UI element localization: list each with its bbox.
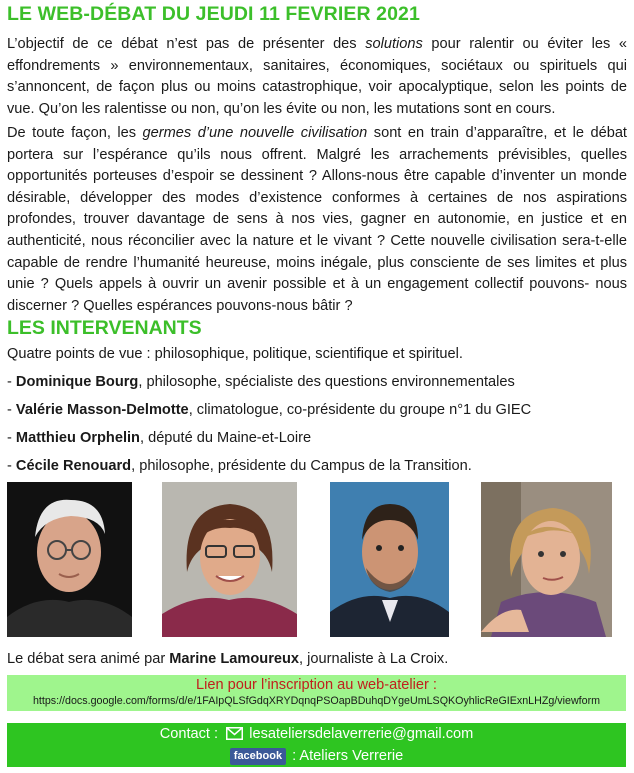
facebook-logo-icon[interactable]: facebook bbox=[230, 748, 286, 765]
facebook-page-name[interactable]: : Ateliers Verrerie bbox=[292, 748, 404, 764]
speaker-item: - Cécile Renouard, philosophe, présidente du Campus de la Transition. bbox=[7, 458, 472, 474]
speaker-item: - Dominique Bourg, philosophe, spécialiste des questions environnementales bbox=[7, 374, 515, 390]
speaker-item: - Matthieu Orphelin, député du Maine-et-Loire bbox=[7, 430, 312, 446]
intro-paragraph-2: De toute façon, les germes d’une nouvelle civilisation sont en train d’apparaître, et le débat portera sur l’espérance qu’ils nous offrent. Malgré les arrachements prévisibles, quelles opportunités porteuses d’espoir se dessinent ? Allons-nous être capable d’inventer un monde désirable, développer des modes d’existence conformes à certaines de nos aspirations profondes, trouver davantage de sens à nos vies, gagner en autonomie, en justice et en authenticité, nous réconcilier avec la nature et le vivant ? Cette nouvelle civilisation sera-t-elle capable de rendre l’humanité heureuse, moins inégale, plus consciente de ses limites et plus unie ? Quels appels à ouvrir un avenir possible et à un engagement collectif pouvons- nous discerner ? Quelles espérances pouvons-nous bâtir ? bbox=[7, 125, 627, 314]
speakers-heading: LES INTERVENANTS bbox=[7, 317, 202, 339]
envelope-icon bbox=[226, 725, 243, 747]
speakers-intro: Quatre points de vue : philosophique, politique, scientifique et spirituel. bbox=[7, 346, 463, 362]
contact-label: Contact : bbox=[159, 726, 219, 742]
intro-paragraph-1: L’objectif de ce débat n’est pas de présenter des solutions pour ralentir ou éviter les « effondrements » environnementaux, sanitaires, économiques, sociétaux ou spirituels qui s’annoncent, de façon plus ou moins catastrophique, voir apocalyptique, selon les points de vue. Qu’on les ralentisse ou non, qu’on les évite ou non, les mutations sont en cours. bbox=[7, 36, 627, 117]
signup-box bbox=[7, 675, 626, 711]
signup-title: Lien pour l’inscription au web-atelier : bbox=[196, 677, 437, 693]
page-title: LE WEB-DÉBAT DU JEUDI 11 FEVRIER 2021 bbox=[7, 3, 420, 25]
speaker-item: - Valérie Masson-Delmotte, climatologue, co-présidente du groupe n°1 du GIEC bbox=[7, 402, 532, 418]
moderator-line: Le débat sera animé par Marine Lamoureux, journaliste à La Croix. bbox=[7, 651, 449, 667]
speaker-photo-renouard bbox=[481, 482, 612, 637]
contact-bar bbox=[7, 723, 626, 745]
signup-link[interactable]: https://docs.google.com/forms/d/e/1FAIpQLSfGdqXRYDqnqPSOapBDuhqDYgeUmLSQKOyhlicReGIExnLHZg/viewform bbox=[32, 695, 601, 707]
speaker-photo-bourg bbox=[7, 482, 132, 637]
speaker-photo-masson-delmotte bbox=[162, 482, 297, 637]
speaker-photo-orphelin bbox=[330, 482, 449, 637]
contact-email[interactable]: lesateliersdelaverrerie@gmail.com bbox=[249, 726, 474, 742]
facebook-bar bbox=[7, 745, 626, 767]
